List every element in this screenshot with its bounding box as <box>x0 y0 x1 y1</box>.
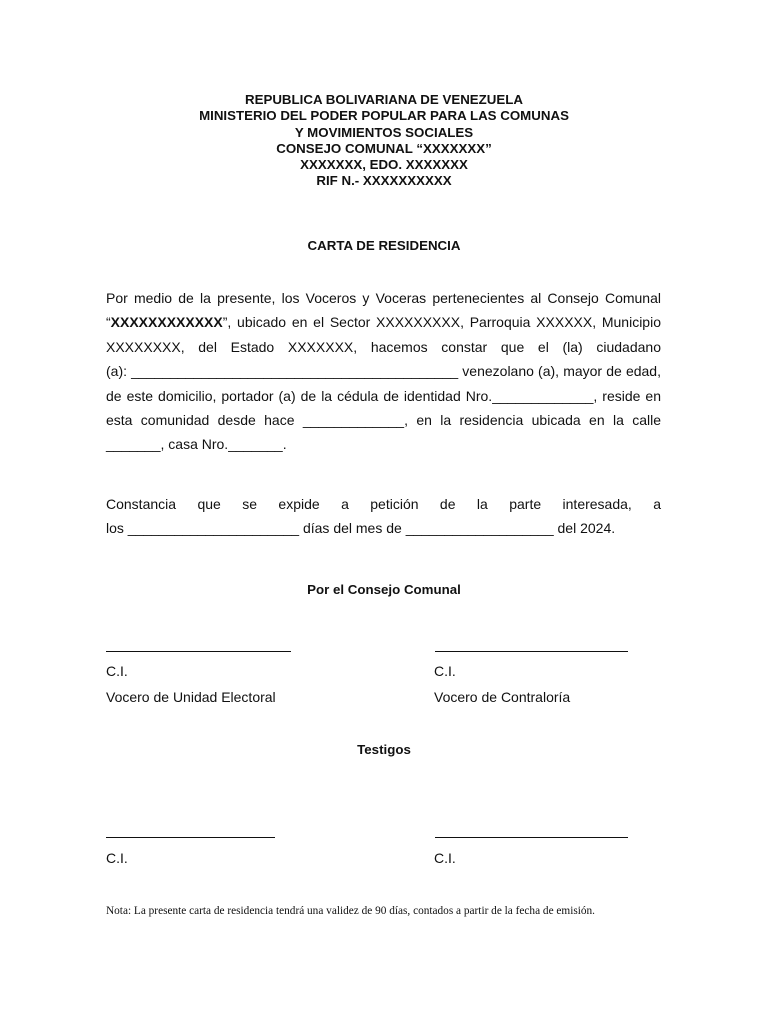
witness-ci-right: C.I. <box>434 850 456 866</box>
witness-ci-left: C.I. <box>106 850 128 866</box>
witness-line-right <box>435 837 628 838</box>
witness-line-left <box>106 837 275 838</box>
witnesses-heading: Testigos <box>357 742 411 757</box>
letterhead-line-ministry-cont: Y MOVIMIENTOS SOCIALES <box>294 124 474 140</box>
body-paragraph-2 <box>106 492 661 541</box>
role-comptroller: Vocero de Contraloría <box>434 689 571 705</box>
validity-note: Nota: La presente carta de residencia tendrá una validez de 90 días, contados a partir de la fecha de emisión. <box>106 905 595 917</box>
letterhead-line-republic: REPUBLICA BOLIVARIANA DE VENEZUELA <box>244 92 523 107</box>
council-signatures-heading: Por el Consejo Comunal <box>307 582 461 597</box>
signature-line-right <box>435 651 628 652</box>
letterhead-line-rif: RIF N.- XXXXXXXXXX <box>316 173 452 189</box>
role-electoral-unit: Vocero de Unidad Electoral <box>106 689 276 705</box>
body-line: XXXXXXXX, del Estado XXXXXXX, hacemos constar que el (la) ciudadano <box>106 338 661 355</box>
body-line: Por medio de la presente, los Voceros y Voceras pertenecientes al Consejo Comunal <box>106 290 661 306</box>
body-line-text: ”, ubicado en el Sector XXXXXXXXX, Parroquia XXXXXX, Municipio <box>222 314 661 331</box>
letterhead-line-location: XXXXXXX, EDO. XXXXXXX <box>300 157 468 173</box>
ci-label-right: C.I. <box>434 663 456 679</box>
body-line: Constancia que se expide a petición de la parte interesada, a <box>106 496 661 512</box>
body-line: los ______________________ días del mes de ___________________ del 2024. <box>106 520 616 537</box>
signature-line-left <box>106 651 291 652</box>
document-title: CARTA DE RESIDENCIA <box>307 238 461 253</box>
body-line: de este domicilio, portador (a) de la cédula de identidad Nro._____________, reside en <box>106 387 661 404</box>
body-line: esta comunidad desde hace _____________, en la residencia ubicada en la calle <box>106 412 661 429</box>
letterhead-line-ministry: MINISTERIO DEL PODER POPULAR PARA LAS COMUNAS <box>199 108 569 124</box>
body-line <box>106 310 661 334</box>
body-line: (a): __________________________________________ venezolano (a), mayor de edad, <box>106 363 661 380</box>
body-line: _______, casa Nro._______. <box>106 436 287 453</box>
body-paragraph-1 <box>106 286 661 457</box>
letterhead-line-council: CONSEJO COMUNAL “XXXXXXX” <box>276 140 492 156</box>
letterhead <box>0 92 768 190</box>
ci-label-left: C.I. <box>106 663 128 679</box>
quote-open: “ <box>106 314 111 331</box>
council-name-placeholder: XXXXXXXXXXXX <box>110 314 223 331</box>
